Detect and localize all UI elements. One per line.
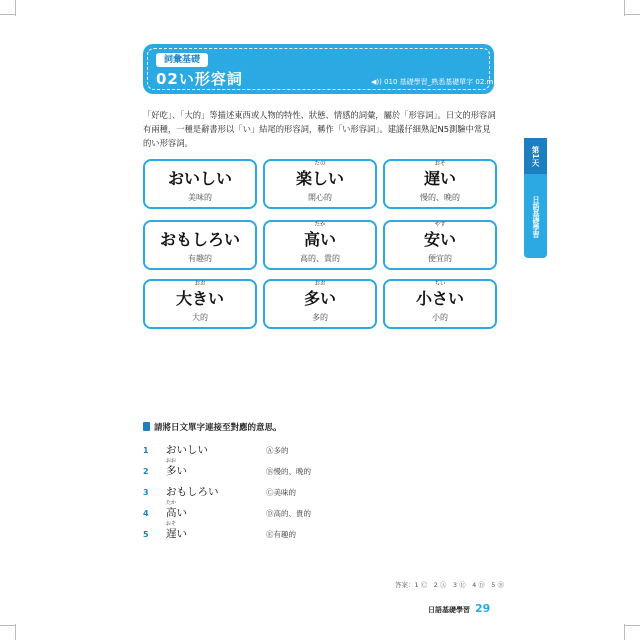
card-word: おいしい (167, 169, 232, 188)
card-meaning: 美味的 (188, 193, 212, 202)
card-furigana: ちい (434, 281, 446, 287)
section-badge: 詞彙基礎 (156, 53, 208, 67)
crop-mark (624, 625, 640, 626)
card-word: 多い (303, 289, 336, 308)
crop-mark (0, 625, 16, 626)
card-word: 小さい (415, 289, 464, 308)
exercise-meaning[interactable]: Ⓐ多的 (266, 446, 289, 455)
card-word: 安い (423, 230, 456, 249)
vocab-card (143, 159, 257, 209)
card-meaning: 有趣的 (188, 254, 212, 263)
exercise-number: 4 (143, 509, 149, 518)
exercise-number: 5 (143, 530, 149, 539)
card-meaning: 大的 (192, 313, 208, 322)
exercise-title (143, 422, 282, 434)
card-furigana: おそ (434, 161, 446, 167)
card-furigana: たか (314, 222, 326, 228)
card-meaning: 慢的、晚的 (420, 193, 460, 202)
day-label: 第1天 (524, 138, 547, 174)
vocab-card (263, 279, 377, 329)
vocab-card (263, 159, 377, 209)
exercise-word[interactable]: 遅い (166, 528, 187, 540)
vocab-card (143, 220, 257, 270)
exercise-meaning[interactable]: Ⓑ慢的、晚的 (266, 467, 311, 476)
exercise-number: 1 (143, 446, 149, 455)
page-number: 29 (475, 602, 491, 615)
footer-book-title: 日語基礎學習 (428, 606, 470, 614)
vocab-card (383, 279, 497, 329)
crop-mark (15, 0, 16, 16)
card-word: 楽しい (295, 169, 344, 188)
card-meaning: 多的 (312, 313, 328, 322)
lesson-title: 02い形容詞 (156, 70, 243, 88)
crop-mark (15, 624, 16, 640)
intro-paragraph: 「好吃」、「大的」等描述東西或人物的特性、狀態、情感的詞彙，屬於「形容詞」。日文的形容詞有兩種，一種是辭書形以「い」結尾的形容詞，稱作「い形容詞」。建議仔細熟記N5測驗中常見的い形容詞。 (143, 110, 496, 148)
answer-key: 答案：1 Ⓒ 2 Ⓐ 3 Ⓔ 4 Ⓓ 5 Ⓑ (395, 581, 505, 589)
exercise-number: 2 (143, 467, 149, 476)
card-furigana: やす (434, 222, 446, 228)
topic-label: 日語基礎學習 (532, 196, 540, 238)
exercise-word[interactable]: 高い (166, 507, 187, 519)
exercise-word[interactable]: おいしい (166, 444, 208, 456)
crop-mark (624, 14, 640, 15)
card-meaning: 開心的 (308, 193, 332, 202)
card-furigana: おお (314, 281, 326, 287)
exercise-furigana: おそ (166, 521, 177, 527)
exercise-number: 3 (143, 488, 149, 497)
chapter-side-tab (524, 138, 547, 258)
exercise-meaning[interactable]: Ⓒ美味的 (266, 488, 296, 497)
vocab-card (143, 279, 257, 329)
card-word: 大きい (175, 289, 224, 308)
card-meaning: 高的、貴的 (300, 254, 340, 263)
exercise-furigana: おお (166, 458, 177, 464)
crop-mark (624, 624, 625, 640)
card-word: 遅い (423, 169, 456, 188)
crop-mark (0, 14, 16, 15)
vocab-card (383, 159, 497, 209)
exercise-instruction: 請將日文單字連接至對應的意思。 (154, 423, 282, 433)
vocab-card (263, 220, 377, 270)
exercise-furigana: たか (166, 500, 177, 506)
vocab-card (383, 220, 497, 270)
card-word: 高い (303, 230, 336, 249)
card-meaning: 便宜的 (428, 254, 452, 263)
crop-mark (624, 0, 625, 16)
card-furigana: たの (314, 161, 326, 167)
exercise-word[interactable]: 多い (166, 465, 187, 477)
square-bullet-icon (143, 422, 150, 431)
lesson-header (143, 44, 503, 94)
audio-track-label[interactable]: ◀)) 010 基礎學習_熟悉基礎單字 02.mp3 (371, 78, 503, 86)
exercise-meaning[interactable]: Ⓓ高的、貴的 (266, 509, 311, 518)
card-word: おもしろい (159, 230, 240, 249)
card-meaning: 小的 (432, 313, 448, 322)
exercise-word[interactable]: おもしろい (166, 486, 219, 498)
exercise-meaning[interactable]: Ⓔ有趣的 (266, 530, 296, 539)
card-furigana: おお (194, 281, 206, 287)
